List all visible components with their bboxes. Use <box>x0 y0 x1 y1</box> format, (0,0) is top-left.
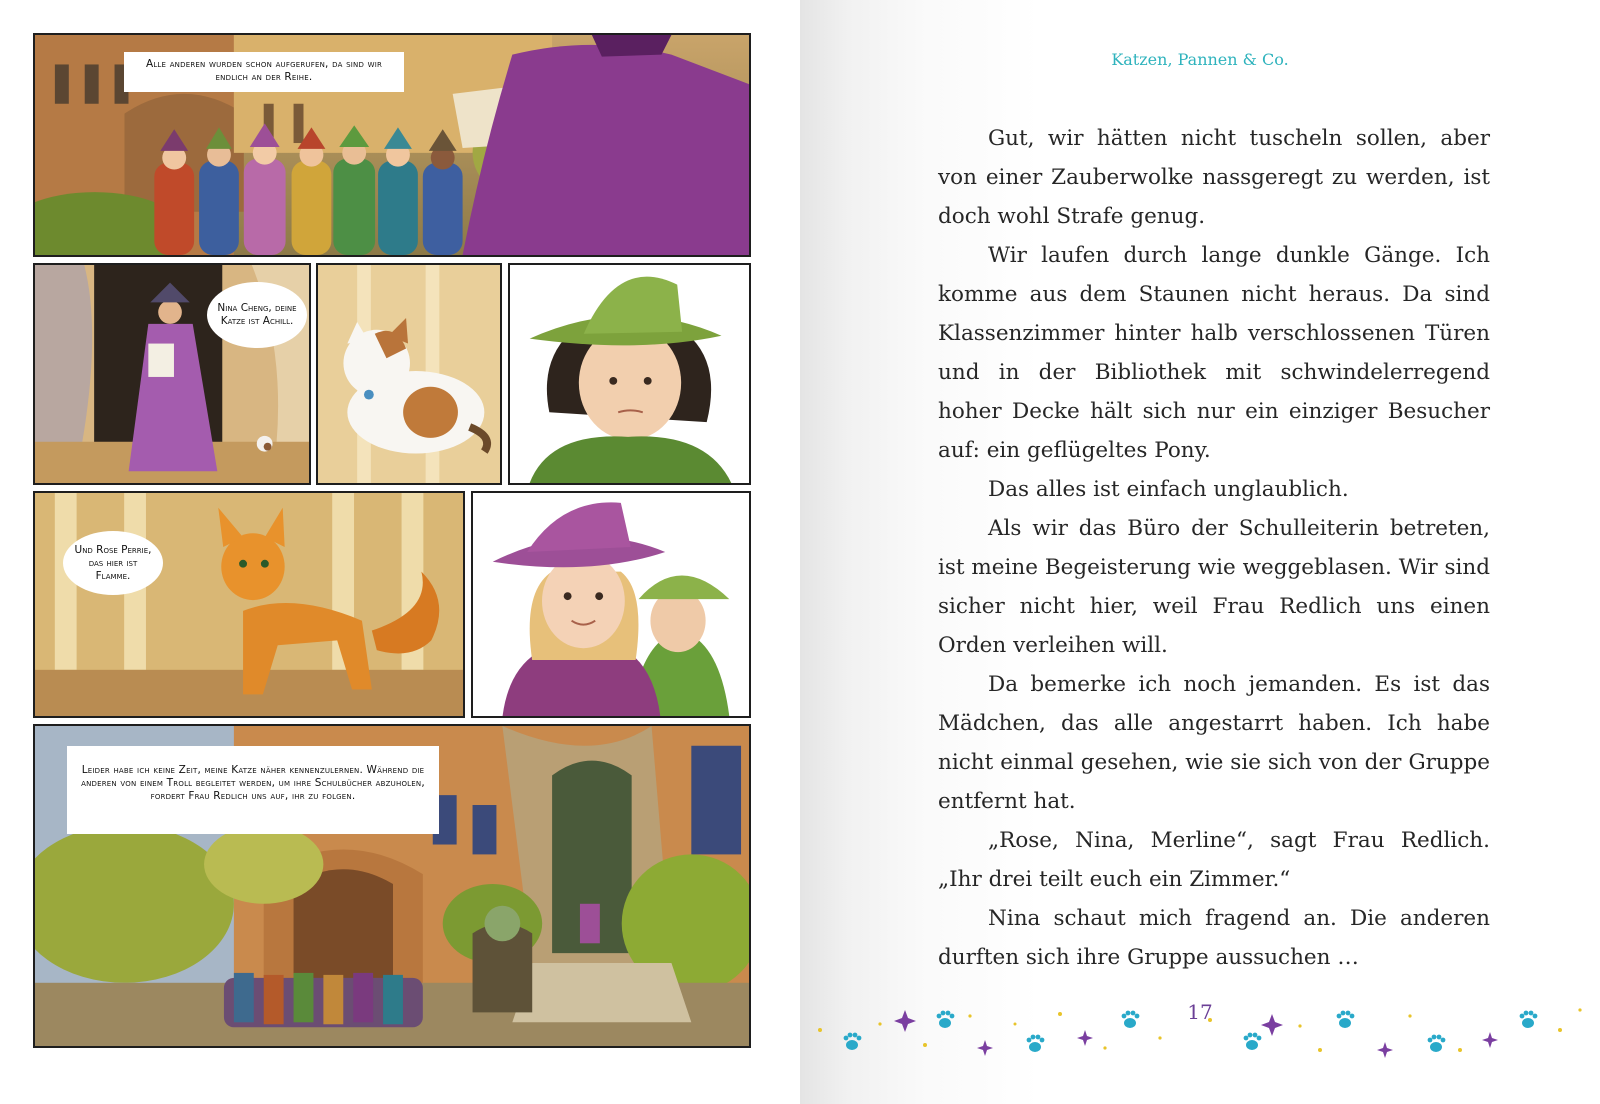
cat-achill-illustration <box>318 265 500 483</box>
panel-1-caption: Alle anderen wurden schon aufgerufen, da sind wir endlich an der Reihe. <box>124 52 404 92</box>
body-text <box>938 119 1490 977</box>
panel-7-caption: Leider habe ich keine Zeit, meine Katze näher kennenzulernen. Während die anderen von einem Troll begleitet werden, um ihre Schulbücher abzuholen, fordert Frau Redlich uns auf, ihr zu folgen. <box>67 746 439 834</box>
paragraph: Das alles ist einfach unglaublich. <box>988 477 1349 502</box>
rose-and-nina-illustration <box>473 493 749 716</box>
comic-panel-3 <box>316 263 502 485</box>
paragraph: Nina schaut mich fragend an. Die anderen durften sich ihre Gruppe aussuchen … <box>938 906 1490 970</box>
cat-flamme-illustration <box>35 493 463 716</box>
panel-2-speech-bubble: Nina Cheng, deine Katze ist Achill. <box>207 282 307 348</box>
comic-panel-6 <box>471 491 751 718</box>
comic-panel-4 <box>508 263 751 485</box>
running-header: Katzen, Pannen & Co. <box>1111 50 1289 69</box>
page-number: 17 <box>1187 1000 1213 1024</box>
paragraph: Gut, wir hätten nicht tuscheln sollen, aber von einer Zauberwolke nassgeregt zu werden, ist doch wohl Strafe genug. <box>938 126 1490 229</box>
text-page <box>800 0 1600 1104</box>
paragraph: Wir laufen durch lange dunkle Gänge. Ich komme aus dem Staunen nicht heraus. Da sind Klassenzimmer hinter halb verschlossenen Türen und in der Bibliothek mit schwindelerregend hoher Decke hält sich nur ein einziger Besucher auf: ein geflügeltes Pony. <box>938 243 1490 463</box>
paragraph: „Rose, Nina, Merline“, sagt Frau Redlich. „Ihr drei teilt euch ein Zimmer.“ <box>938 828 1490 892</box>
comic-panel-1 <box>33 33 751 257</box>
nina-portrait-illustration <box>510 265 749 483</box>
paragraph: Da bemerke ich noch jemanden. Es ist das Mädchen, das alle angestarrt haben. Ich habe nicht einmal gesehen, wie sie sich von der Gruppe entfernt hat. <box>938 672 1490 814</box>
panel-5-speech-bubble: Und Rose Perrie, das hier ist Flamme. <box>63 531 163 595</box>
paragraph: Als wir das Büro der Schulleiterin betreten, ist meine Begeisterung wie weggeblasen. Wir sind sicher nicht hier, weil Frau Redlich uns einen Orden verleihen will. <box>938 516 1490 658</box>
comic-panel-2 <box>33 263 311 485</box>
comic-panel-5 <box>33 491 465 718</box>
comic-panel-7 <box>33 724 751 1048</box>
